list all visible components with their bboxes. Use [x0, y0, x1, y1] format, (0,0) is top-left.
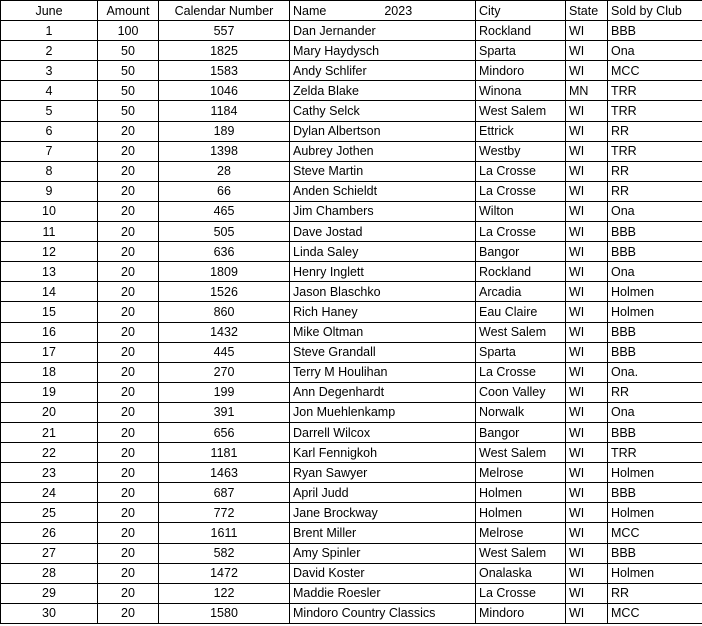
cell-sold-by-club: RR [608, 121, 702, 141]
cell-state: WI [566, 222, 608, 242]
cell-june: 29 [1, 583, 98, 603]
table-row [1, 121, 702, 141]
table-body [1, 21, 702, 624]
cell-city: Holmen [476, 483, 566, 503]
cell-calendar-number: 189 [159, 121, 290, 141]
cell-sold-by-club: TRR [608, 101, 702, 121]
cell-sold-by-club: TRR [608, 141, 702, 161]
cell-state: WI [566, 121, 608, 141]
cell-state: WI [566, 543, 608, 563]
cell-june: 20 [1, 402, 98, 422]
cell-name: Brent Miller [290, 523, 476, 543]
cell-calendar-number: 1463 [159, 463, 290, 483]
cell-amount: 50 [98, 61, 159, 81]
cell-state: WI [566, 201, 608, 221]
table-row [1, 523, 702, 543]
header-row [1, 1, 702, 21]
cell-sold-by-club: TRR [608, 81, 702, 101]
cell-amount: 20 [98, 302, 159, 322]
cell-name: Ryan Sawyer [290, 463, 476, 483]
cell-june: 21 [1, 422, 98, 442]
cell-city: Sparta [476, 342, 566, 362]
cell-city: Norwalk [476, 402, 566, 422]
cell-city: Holmen [476, 503, 566, 523]
cell-june: 3 [1, 61, 98, 81]
cell-june: 18 [1, 362, 98, 382]
table-row [1, 242, 702, 262]
cell-state: WI [566, 523, 608, 543]
cell-city: Bangor [476, 422, 566, 442]
cell-amount: 20 [98, 342, 159, 362]
cell-state: WI [566, 41, 608, 61]
table-row [1, 503, 702, 523]
cell-state: WI [566, 463, 608, 483]
cell-name: David Koster [290, 563, 476, 583]
cell-calendar-number: 465 [159, 201, 290, 221]
cell-name: Rich Haney [290, 302, 476, 322]
cell-calendar-number: 1526 [159, 282, 290, 302]
cell-city: West Salem [476, 322, 566, 342]
cell-june: 17 [1, 342, 98, 362]
cell-state: WI [566, 382, 608, 402]
cell-calendar-number: 445 [159, 342, 290, 362]
cell-sold-by-club: MCC [608, 61, 702, 81]
cell-june: 15 [1, 302, 98, 322]
table-row [1, 483, 702, 503]
cell-june: 30 [1, 603, 98, 623]
cell-city: Sparta [476, 41, 566, 61]
cell-name: Karl Fennigkoh [290, 443, 476, 463]
cell-sold-by-club: BBB [608, 422, 702, 442]
cell-city: La Crosse [476, 181, 566, 201]
table-header [1, 1, 702, 21]
cell-june: 16 [1, 322, 98, 342]
cell-state: WI [566, 563, 608, 583]
cell-city: Melrose [476, 463, 566, 483]
cell-calendar-number: 199 [159, 382, 290, 402]
cell-state: WI [566, 61, 608, 81]
cell-sold-by-club: TRR [608, 443, 702, 463]
cell-calendar-number: 1184 [159, 101, 290, 121]
cell-sold-by-club: Ona [608, 201, 702, 221]
cell-name: Steve Martin [290, 161, 476, 181]
cell-june: 1 [1, 21, 98, 41]
cell-calendar-number: 1472 [159, 563, 290, 583]
cell-amount: 20 [98, 523, 159, 543]
cell-june: 6 [1, 121, 98, 141]
cell-sold-by-club: RR [608, 382, 702, 402]
cell-state: WI [566, 603, 608, 623]
cell-state: WI [566, 402, 608, 422]
header-amount: Amount [98, 1, 159, 21]
table-row [1, 563, 702, 583]
table-row [1, 302, 702, 322]
cell-sold-by-club: Ona [608, 41, 702, 61]
cell-city: West Salem [476, 443, 566, 463]
cell-amount: 20 [98, 463, 159, 483]
cell-city: Wilton [476, 201, 566, 221]
table-row [1, 443, 702, 463]
cell-amount: 20 [98, 222, 159, 242]
cell-amount: 100 [98, 21, 159, 41]
table-row [1, 322, 702, 342]
cell-june: 24 [1, 483, 98, 503]
cell-state: WI [566, 161, 608, 181]
cell-calendar-number: 28 [159, 161, 290, 181]
cell-state: WI [566, 583, 608, 603]
cell-june: 28 [1, 563, 98, 583]
cell-name: Cathy Selck [290, 101, 476, 121]
cell-june: 27 [1, 543, 98, 563]
header-state: State [566, 1, 608, 21]
table-row [1, 262, 702, 282]
table-row [1, 141, 702, 161]
cell-june: 2 [1, 41, 98, 61]
cell-amount: 20 [98, 322, 159, 342]
cell-state: WI [566, 422, 608, 442]
table-row [1, 181, 702, 201]
cell-calendar-number: 270 [159, 362, 290, 382]
cell-june: 10 [1, 201, 98, 221]
cell-city: La Crosse [476, 583, 566, 603]
cell-name: Dan Jernander [290, 21, 476, 41]
cell-city: Arcadia [476, 282, 566, 302]
cell-amount: 20 [98, 121, 159, 141]
cell-sold-by-club: BBB [608, 322, 702, 342]
cell-amount: 50 [98, 41, 159, 61]
cell-sold-by-club: Ona. [608, 362, 702, 382]
cell-amount: 20 [98, 242, 159, 262]
header-name-label: Name [293, 3, 327, 18]
cell-state: WI [566, 362, 608, 382]
cell-name: Linda Saley [290, 242, 476, 262]
cell-amount: 20 [98, 563, 159, 583]
cell-sold-by-club: BBB [608, 242, 702, 262]
cell-calendar-number: 1398 [159, 141, 290, 161]
cell-amount: 20 [98, 483, 159, 503]
cell-city: Onalaska [476, 563, 566, 583]
cell-amount: 20 [98, 282, 159, 302]
cell-sold-by-club: Holmen [608, 282, 702, 302]
cell-state: WI [566, 101, 608, 121]
cell-state: WI [566, 443, 608, 463]
cell-june: 23 [1, 463, 98, 483]
cell-city: Rockland [476, 21, 566, 41]
cell-calendar-number: 1580 [159, 603, 290, 623]
cell-city: La Crosse [476, 161, 566, 181]
cell-name: Steve Grandall [290, 342, 476, 362]
cell-amount: 20 [98, 161, 159, 181]
cell-name: Ann Degenhardt [290, 382, 476, 402]
cell-calendar-number: 1611 [159, 523, 290, 543]
header-june: June [1, 1, 98, 21]
cell-june: 19 [1, 382, 98, 402]
cell-sold-by-club: BBB [608, 21, 702, 41]
table-row [1, 342, 702, 362]
cell-sold-by-club: BBB [608, 222, 702, 242]
cell-name: Maddie Roesler [290, 583, 476, 603]
cell-state: WI [566, 322, 608, 342]
cell-name: Zelda Blake [290, 81, 476, 101]
cell-calendar-number: 687 [159, 483, 290, 503]
cell-sold-by-club: MCC [608, 603, 702, 623]
cell-calendar-number: 391 [159, 402, 290, 422]
table-row [1, 382, 702, 402]
cell-name: Amy Spinler [290, 543, 476, 563]
cell-calendar-number: 122 [159, 583, 290, 603]
cell-city: West Salem [476, 543, 566, 563]
cell-city: Coon Valley [476, 382, 566, 402]
table-row [1, 543, 702, 563]
cell-state: WI [566, 302, 608, 322]
cell-june: 12 [1, 242, 98, 262]
cell-calendar-number: 860 [159, 302, 290, 322]
cell-name: Mike Oltman [290, 322, 476, 342]
cell-calendar-number: 1432 [159, 322, 290, 342]
cell-city: Ettrick [476, 121, 566, 141]
table-row [1, 463, 702, 483]
cell-sold-by-club: Ona [608, 262, 702, 282]
cell-state: WI [566, 141, 608, 161]
cell-state: WI [566, 282, 608, 302]
cell-name: Terry M Houlihan [290, 362, 476, 382]
cell-amount: 20 [98, 443, 159, 463]
cell-amount: 20 [98, 382, 159, 402]
cell-calendar-number: 1825 [159, 41, 290, 61]
cell-city: Eau Claire [476, 302, 566, 322]
cell-sold-by-club: MCC [608, 523, 702, 543]
cell-calendar-number: 1809 [159, 262, 290, 282]
header-city: City [476, 1, 566, 21]
table-row [1, 362, 702, 382]
cell-state: WI [566, 342, 608, 362]
cell-city: Mindoro [476, 61, 566, 81]
cell-name: Dylan Albertson [290, 121, 476, 141]
cell-calendar-number: 656 [159, 422, 290, 442]
table-row [1, 603, 702, 623]
cell-city: West Salem [476, 101, 566, 121]
header-name [290, 1, 476, 21]
cell-state: WI [566, 181, 608, 201]
cell-name: Jim Chambers [290, 201, 476, 221]
cell-name: Jane Brockway [290, 503, 476, 523]
table-row [1, 583, 702, 603]
table-row [1, 81, 702, 101]
table-row [1, 61, 702, 81]
cell-city: La Crosse [476, 362, 566, 382]
cell-name: Anden Schieldt [290, 181, 476, 201]
cell-amount: 20 [98, 503, 159, 523]
cell-name: Jon Muehlenkamp [290, 402, 476, 422]
cell-sold-by-club: RR [608, 583, 702, 603]
cell-sold-by-club: BBB [608, 342, 702, 362]
cell-state: WI [566, 503, 608, 523]
cell-amount: 20 [98, 402, 159, 422]
cell-june: 25 [1, 503, 98, 523]
cell-amount: 50 [98, 81, 159, 101]
table-row [1, 422, 702, 442]
cell-calendar-number: 66 [159, 181, 290, 201]
cell-june: 4 [1, 81, 98, 101]
cell-city: Rockland [476, 262, 566, 282]
cell-sold-by-club: RR [608, 181, 702, 201]
table-row [1, 41, 702, 61]
cell-sold-by-club: BBB [608, 483, 702, 503]
header-sold-by-club: Sold by Club [608, 1, 702, 21]
cell-city: La Crosse [476, 222, 566, 242]
cell-city: Westby [476, 141, 566, 161]
table-row [1, 101, 702, 121]
cell-sold-by-club: Holmen [608, 463, 702, 483]
cell-city: Melrose [476, 523, 566, 543]
header-calendar-number: Calendar Number [159, 1, 290, 21]
cell-amount: 20 [98, 422, 159, 442]
table-row [1, 222, 702, 242]
cell-amount: 20 [98, 543, 159, 563]
cell-amount: 20 [98, 141, 159, 161]
cell-june: 22 [1, 443, 98, 463]
cell-city: Bangor [476, 242, 566, 262]
cell-calendar-number: 505 [159, 222, 290, 242]
cell-calendar-number: 636 [159, 242, 290, 262]
cell-state: WI [566, 483, 608, 503]
cell-calendar-number: 772 [159, 503, 290, 523]
cell-sold-by-club: BBB [608, 543, 702, 563]
table-row [1, 282, 702, 302]
cell-sold-by-club: Holmen [608, 563, 702, 583]
table-row [1, 402, 702, 422]
cell-name: Henry Inglett [290, 262, 476, 282]
cell-calendar-number: 557 [159, 21, 290, 41]
cell-name: Andy Schlifer [290, 61, 476, 81]
table-row [1, 161, 702, 181]
cell-june: 9 [1, 181, 98, 201]
cell-name: Dave Jostad [290, 222, 476, 242]
cell-name: Aubrey Jothen [290, 141, 476, 161]
cell-sold-by-club: RR [608, 161, 702, 181]
cell-june: 26 [1, 523, 98, 543]
cell-name: Darrell Wilcox [290, 422, 476, 442]
cell-state: WI [566, 262, 608, 282]
cell-june: 8 [1, 161, 98, 181]
cell-calendar-number: 1181 [159, 443, 290, 463]
cell-calendar-number: 582 [159, 543, 290, 563]
cell-sold-by-club: Holmen [608, 302, 702, 322]
cell-june: 11 [1, 222, 98, 242]
cell-amount: 50 [98, 101, 159, 121]
cell-june: 7 [1, 141, 98, 161]
cell-sold-by-club: Ona [608, 402, 702, 422]
cell-amount: 20 [98, 603, 159, 623]
header-year: 2023 [384, 3, 413, 18]
table-row [1, 21, 702, 41]
cell-name: Jason Blaschko [290, 282, 476, 302]
cell-amount: 20 [98, 362, 159, 382]
cell-amount: 20 [98, 583, 159, 603]
cell-name: April Judd [290, 483, 476, 503]
table-row [1, 201, 702, 221]
cell-name: Mindoro Country Classics [290, 603, 476, 623]
cell-state: MN [566, 81, 608, 101]
cell-calendar-number: 1046 [159, 81, 290, 101]
cell-sold-by-club: Holmen [608, 503, 702, 523]
cell-city: Mindoro [476, 603, 566, 623]
cell-name: Mary Haydysch [290, 41, 476, 61]
cell-june: 5 [1, 101, 98, 121]
cell-amount: 20 [98, 201, 159, 221]
cell-state: WI [566, 242, 608, 262]
cell-city: Winona [476, 81, 566, 101]
cell-state: WI [566, 21, 608, 41]
cell-june: 13 [1, 262, 98, 282]
cell-calendar-number: 1583 [159, 61, 290, 81]
cell-amount: 20 [98, 262, 159, 282]
cell-june: 14 [1, 282, 98, 302]
cell-amount: 20 [98, 181, 159, 201]
